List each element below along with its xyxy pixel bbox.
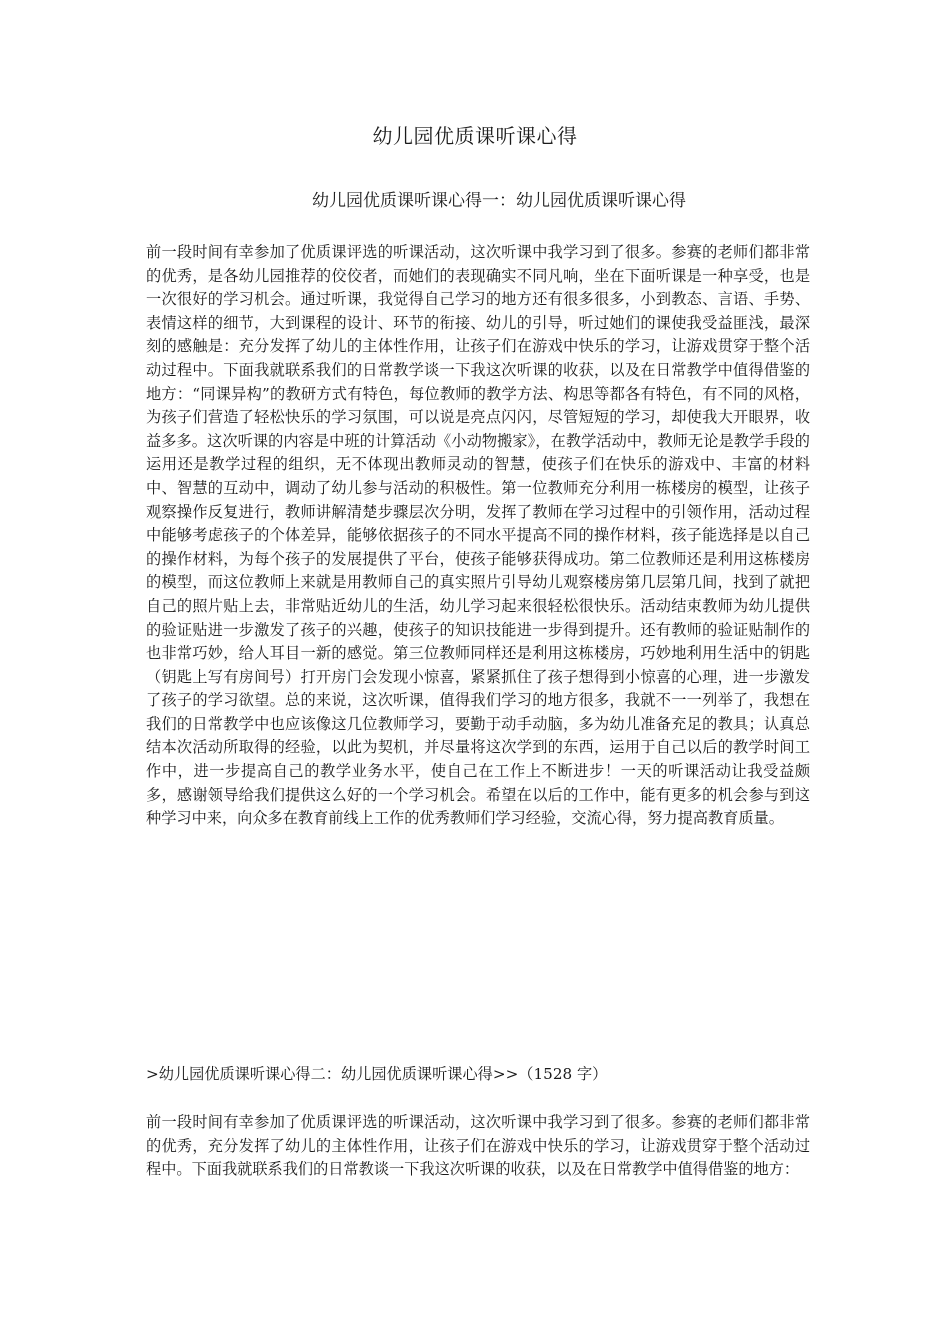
section-1-body: 前一段时间有幸参加了优质课评选的听课活动，这次听课中我学习到了很多。参赛的老师们都非常的优秀，是各幼儿园推荐的佼佼者，而她们的表现确实不同凡响，坐在下面听课是一种享受，也是一次很好的学习机会。通过听课，我觉得自己学习的地方还有很多很多，小到教态、言语、手势、表情这样的细节，大到课程的设计、环节的衔接、幼儿的引导，听过她们的课使我受益匪浅，最深刻的感触是：充分发挥了幼儿的主体性作用，让孩子们在游戏中快乐的学习，让游戏贯穿于整个活动过程中。下面我就联系我们的日常教学谈一下我这次听课的收获，以及在日常教学中值得借鉴的地方：“同课异构”的教研方式有特色，每位教师的教学方法、构思等都各有特色，有不同的风格，为孩子们营造了轻松快乐的学习氛围，可以说是亮点闪闪，尽管短短的学习，却使我大开眼界，收益多多。这次听课的内容是中班的计算活动《小动物搬家》，在教学活动中，教师无论是教学手段的运用还是教学过程的组织，无不体现出教师灵动的智慧，使孩子们在快乐的游戏中、丰富的材料中、智慧的互动中，调动了幼儿参与活动的积极性。第一位教师充分利用一栋楼房的模型，让孩子观察操作反复进行，教师讲解清楚步骤层次分明，发挥了教师在学习过程中的引领作用，活动过程中能够考虑孩子的个体差异，能够依据孩子的不同水平提高不同的操作材料，孩子能选择是以自己的操作材料，为每个孩子的发展提供了平台，使孩子能够获得成功。第二位教师还是利用这栋楼房的模型，而这位教师上来就是用教师自己的真实照片引导幼儿观察楼房第几层第几间，找到了就把自己的照片贴上去，非常贴近幼儿的生活，幼儿学习起来很轻松很快乐。活动结束教师为幼儿提供的验证贴进一步激发了孩子的兴趣，使孩子的知识技能进一步得到提升。还有教师的验证贴制作的也非常巧妙，给人耳目一新的感觉。第三位教师同样还是利用这栋楼房，巧妙地利用生活中的钥匙（钥匙上写有房间号）打开房门会发现小惊喜，紧紧抓住了孩子想得到小惊喜的心理，进一步激发了孩子的学习欲望。总的来说，这次听课，值得我们学习的地方很多，我就不一一列举了，我想在我们的日常教学中也应该像这几位教师学习，要勤于动手动脑，多为幼儿准备充足的教具；认真总结本次活动所取得的经验，以此为契机，并尽量将这次学到的东西，运用于自己以后的教学时间工作中，进一步提高自己的教学业务水平，使自己在工作上不断进步！一天的听课活动让我受益颇多，感谢领导给我们提供这么好的一个学习机会。希望在以后的工作中，能有更多的机会参与到这种学习中来，向众多在教育前线上工作的优秀教师们学习经验，交流心得，努力提高教育质量。 bbox=[146, 243, 810, 828]
section-2-body: 前一段时间有幸参加了优质课评选的听课活动，这次听课中我学习到了很多。参赛的老师们都非常的优秀，充分发挥了幼儿的主体性作用，让孩子们在游戏中快乐的学习，让游戏贯穿于整个活动过程中。下面我就联系我们的日常教谈一下我这次听课的收获，以及在日常教学中值得借鉴的地方： bbox=[146, 1113, 810, 1179]
document-title: 幼儿园优质课听课心得 bbox=[372, 124, 578, 148]
section-1-heading: 幼儿园优质课听课心得一：幼儿园优质课听课心得 bbox=[312, 191, 686, 211]
section-2-link[interactable]: >幼儿园优质课听课心得二：幼儿园优质课听课心得>>（1528 字） bbox=[146, 1065, 608, 1083]
